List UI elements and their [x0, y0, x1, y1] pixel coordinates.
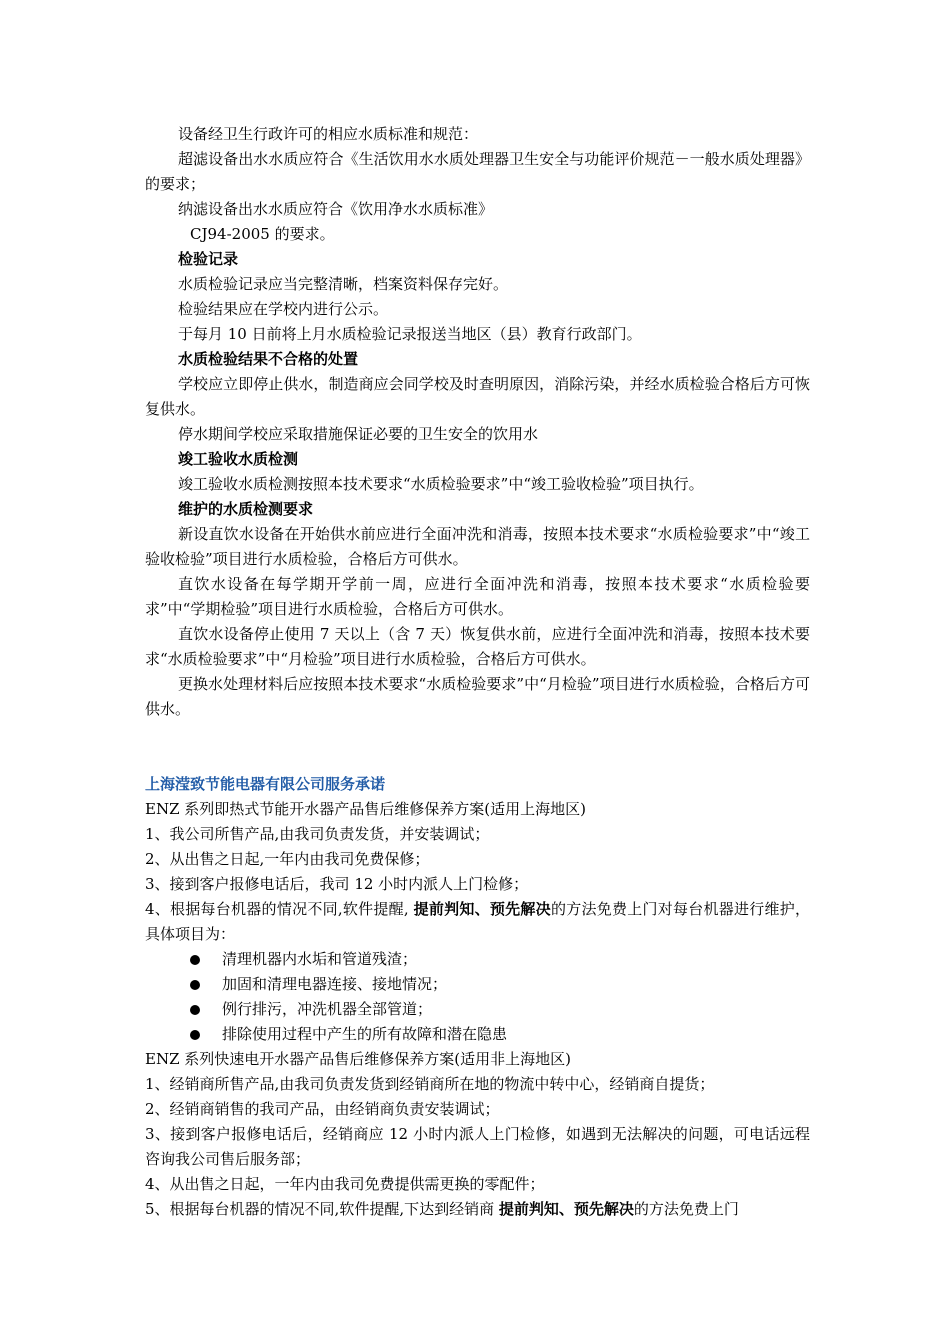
list-item: 2、从出售之日起,一年内由我司免费保修；: [145, 850, 430, 868]
paragraph: 学校应立即停止供水，制造商应会同学校及时查明原因，消除污染，并经水质检验合格后方可恢复供水。: [145, 375, 810, 418]
bullet-text: 排除使用过程中产生的所有故障和潜在隐患: [222, 1025, 508, 1043]
paragraph: 新设直饮水设备在开始供水前应进行全面冲洗和消毒，按照本技术要求“水质检验要求”中“竣工验收检验”项目进行水质检验，合格后方可供水。: [145, 525, 810, 568]
list-item-text: 5、根据每台机器的情况不同,软件提醒,下达到经销商: [145, 1200, 495, 1218]
list-item: 3、接到客户报修电话后，我司 12 小时内派人上门检修；: [145, 875, 529, 893]
plan-title: ENZ 系列即热式节能开水器产品售后维修保养方案(适用上海地区): [145, 800, 586, 818]
paragraph: 停水期间学校应采取措施保证必要的卫生安全的饮用水: [178, 425, 539, 443]
bullet-item: [145, 997, 810, 1022]
section-heading: 检验记录: [178, 250, 239, 268]
list-item-text: 的方法免费上门: [633, 1200, 739, 1218]
company-title: 上海滢致节能电器有限公司服务承诺: [145, 775, 386, 793]
paragraph: 更换水处理材料后应按照本技术要求“水质检验要求”中“月检验”项目进行水质检验，合格后方可供水。: [145, 675, 810, 718]
list-item: 1、经销商所售产品,由我司负责发货到经销商所在地的物流中转中心，经销商自提货；: [145, 1075, 715, 1093]
emphasis-text: 提前判知、预先解决: [413, 900, 551, 918]
bullet-text: 加固和清理电器连接、接地情况；: [222, 975, 448, 993]
plan-title: ENZ 系列快速电开水器产品售后维修保养方案(适用非上海地区): [145, 1050, 571, 1068]
paragraph: 检验结果应在学校内进行公示。: [178, 300, 389, 318]
paragraph: 直饮水设备停止使用 7 天以上（含 7 天）恢复供水前，应进行全面冲洗和消毒，按照本技术要求“水质检验要求”中“月检验”项目进行水质检验，合格后方可供水。: [145, 625, 810, 668]
list-item: [145, 897, 810, 947]
list-item-text: 的方法免费上门对每台机器进行维护，具体项目为：: [145, 900, 810, 943]
list-item: 2、经销商销售的我司产品，由经销商负责安装调试；: [145, 1100, 500, 1118]
list-item-text: 4、根据每台机器的情况不同,软件提醒,: [145, 900, 409, 918]
section-heading: 水质检验结果不合格的处置: [178, 350, 359, 368]
bullet-icon: [190, 1005, 200, 1015]
paragraph: 超滤设备出水水质应符合《生活饮用水水质处理器卫生安全与功能评价规范－一般水质处理器》的要求；: [145, 150, 810, 193]
bullet-icon: [190, 1030, 200, 1040]
paragraph: 纳滤设备出水水质应符合《饮用净水水质标准》: [178, 200, 494, 218]
spacer: [145, 722, 810, 772]
section-heading: 维护的水质检测要求: [178, 500, 314, 518]
bullet-item: [145, 972, 810, 997]
paragraph: 水质检验记录应当完整清晰，档案资料保存完好。: [178, 275, 509, 293]
list-item: 3、接到客户报修电话后，经销商应 12 小时内派人上门检修，如遇到无法解决的问题，可电话远程咨询我公司售后服务部；: [145, 1125, 810, 1168]
bullet-icon: [190, 980, 200, 990]
paragraph: 直饮水设备在每学期开学前一周，应进行全面冲洗和消毒，按照本技术要求“水质检验要求”中“学期检验”项目进行水质检验，合格后方可供水。: [145, 575, 810, 618]
list-item: 4、从出售之日起，一年内由我司免费提供需更换的零配件；: [145, 1175, 545, 1193]
paragraph: 设备经卫生行政许可的相应水质标准和规范：: [178, 125, 479, 143]
paragraph: CJ94-2005 的要求。: [190, 225, 335, 243]
paragraph: 竣工验收水质检测按照本技术要求“水质检验要求”中“竣工验收检验”项目执行。: [178, 475, 704, 493]
section-heading: 竣工验收水质检测: [178, 450, 299, 468]
bullet-text: 例行排污，冲洗机器全部管道；: [222, 1000, 433, 1018]
bullet-item: [145, 1022, 810, 1047]
bullet-text: 清理机器内水垢和管道残渣；: [222, 950, 418, 968]
bullet-icon: [190, 955, 200, 965]
emphasis-text: 提前判知、预先解决: [498, 1200, 634, 1218]
paragraph: 于每月 10 日前将上月水质检验记录报送当地区（县）教育行政部门。: [178, 325, 642, 343]
list-item: 1、我公司所售产品,由我司负责发货，并安装调试；: [145, 825, 490, 843]
list-item: [145, 1197, 810, 1222]
bullet-item: [145, 947, 810, 972]
document-page: [145, 122, 810, 1222]
